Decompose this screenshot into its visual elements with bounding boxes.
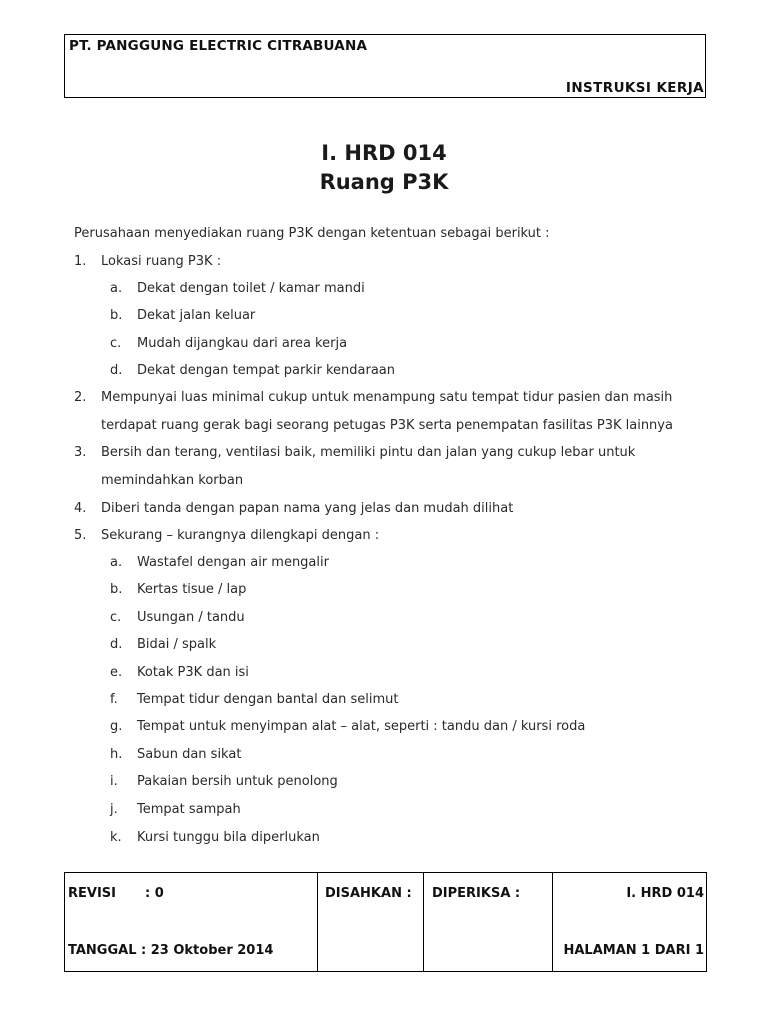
- revisi-label: REVISI: [68, 886, 116, 901]
- document-type: INSTRUKSI KERJA: [565, 80, 704, 96]
- list-item-number: j.: [110, 802, 118, 817]
- list-item-number: b.: [110, 582, 123, 597]
- list-item-number: 4.: [74, 501, 87, 516]
- list-item-text: Wastafel dengan air mengalir: [137, 555, 329, 570]
- list-item-number: e.: [110, 665, 123, 680]
- list-item-text: Dekat jalan keluar: [137, 308, 256, 323]
- list-item-number: f.: [110, 692, 118, 707]
- list-item-text: Usungan / tandu: [137, 610, 245, 625]
- document-header-box: [64, 34, 706, 98]
- list-item-text: Sabun dan sikat: [137, 747, 242, 762]
- list-item-text: terdapat ruang gerak bagi seorang petugas P3K serta penempatan fasilitas P3K lainnya: [101, 418, 673, 433]
- footer-divider: [552, 873, 553, 971]
- list-item-text: Tempat sampah: [137, 802, 241, 817]
- list-item-number: b.: [110, 308, 123, 323]
- list-item-number: c.: [110, 336, 122, 351]
- company-name: PT. PANGGUNG ELECTRIC CITRABUANA: [69, 38, 368, 54]
- footer-divider: [423, 873, 424, 971]
- document-title: Ruang P3K: [319, 170, 449, 194]
- list-item-text: Kursi tunggu bila diperlukan: [137, 830, 320, 845]
- list-item-text: Bersih dan terang, ventilasi baik, memiliki pintu dan jalan yang cukup lebar untuk: [101, 445, 636, 460]
- list-item-number: a.: [110, 555, 123, 570]
- diperiksa-label: DIPERIKSA :: [432, 886, 521, 901]
- list-item-number: a.: [110, 281, 123, 296]
- revisi-value: : 0: [145, 886, 164, 901]
- list-item-text: Tempat tidur dengan bantal dan selimut: [137, 692, 399, 707]
- list-item-number: g.: [110, 719, 123, 734]
- page-number: HALAMAN 1 DARI 1: [563, 943, 704, 958]
- list-item-text: Mempunyai luas minimal cukup untuk menampung satu tempat tidur pasien dan masih: [101, 390, 673, 405]
- list-item-text: Diberi tanda dengan papan nama yang jelas dan mudah dilihat: [101, 501, 514, 516]
- document-code-title: I. HRD 014: [321, 141, 447, 165]
- list-item-text: Tempat untuk menyimpan alat – alat, seperti : tandu dan / kursi roda: [137, 719, 586, 734]
- document-footer-table: [64, 872, 707, 972]
- list-item-text: Dekat dengan toilet / kamar mandi: [137, 281, 365, 296]
- list-item-number: 2.: [74, 390, 87, 405]
- list-item-number: c.: [110, 610, 122, 625]
- list-item-number: h.: [110, 747, 123, 762]
- list-item-text: Mudah dijangkau dari area kerja: [137, 336, 348, 351]
- disahkan-label: DISAHKAN :: [325, 886, 412, 901]
- list-item-text: Lokasi ruang P3K :: [101, 254, 222, 269]
- footer-document-code: I. HRD 014: [626, 886, 704, 901]
- tanggal-field: TANGGAL : 23 Oktober 2014: [68, 943, 274, 958]
- list-item-number: k.: [110, 830, 122, 845]
- list-item-text: memindahkan korban: [101, 473, 244, 488]
- intro-paragraph: Perusahaan menyediakan ruang P3K dengan ketentuan sebagai berikut :: [74, 226, 550, 241]
- footer-divider: [317, 873, 318, 971]
- list-item-number: i.: [110, 774, 118, 789]
- list-item-text: Pakaian bersih untuk penolong: [137, 774, 338, 789]
- list-item-text: Kertas tisue / lap: [137, 582, 247, 597]
- list-item-text: Sekurang – kurangnya dilengkapi dengan :: [101, 528, 380, 543]
- list-item-number: 1.: [74, 254, 87, 269]
- list-item-text: Bidai / spalk: [137, 637, 217, 652]
- list-item-text: Kotak P3K dan isi: [137, 665, 249, 680]
- list-item-text: Dekat dengan tempat parkir kendaraan: [137, 363, 396, 378]
- list-item-number: d.: [110, 637, 123, 652]
- list-item-number: d.: [110, 363, 123, 378]
- list-item-number: 3.: [74, 445, 87, 460]
- list-item-number: 5.: [74, 528, 87, 543]
